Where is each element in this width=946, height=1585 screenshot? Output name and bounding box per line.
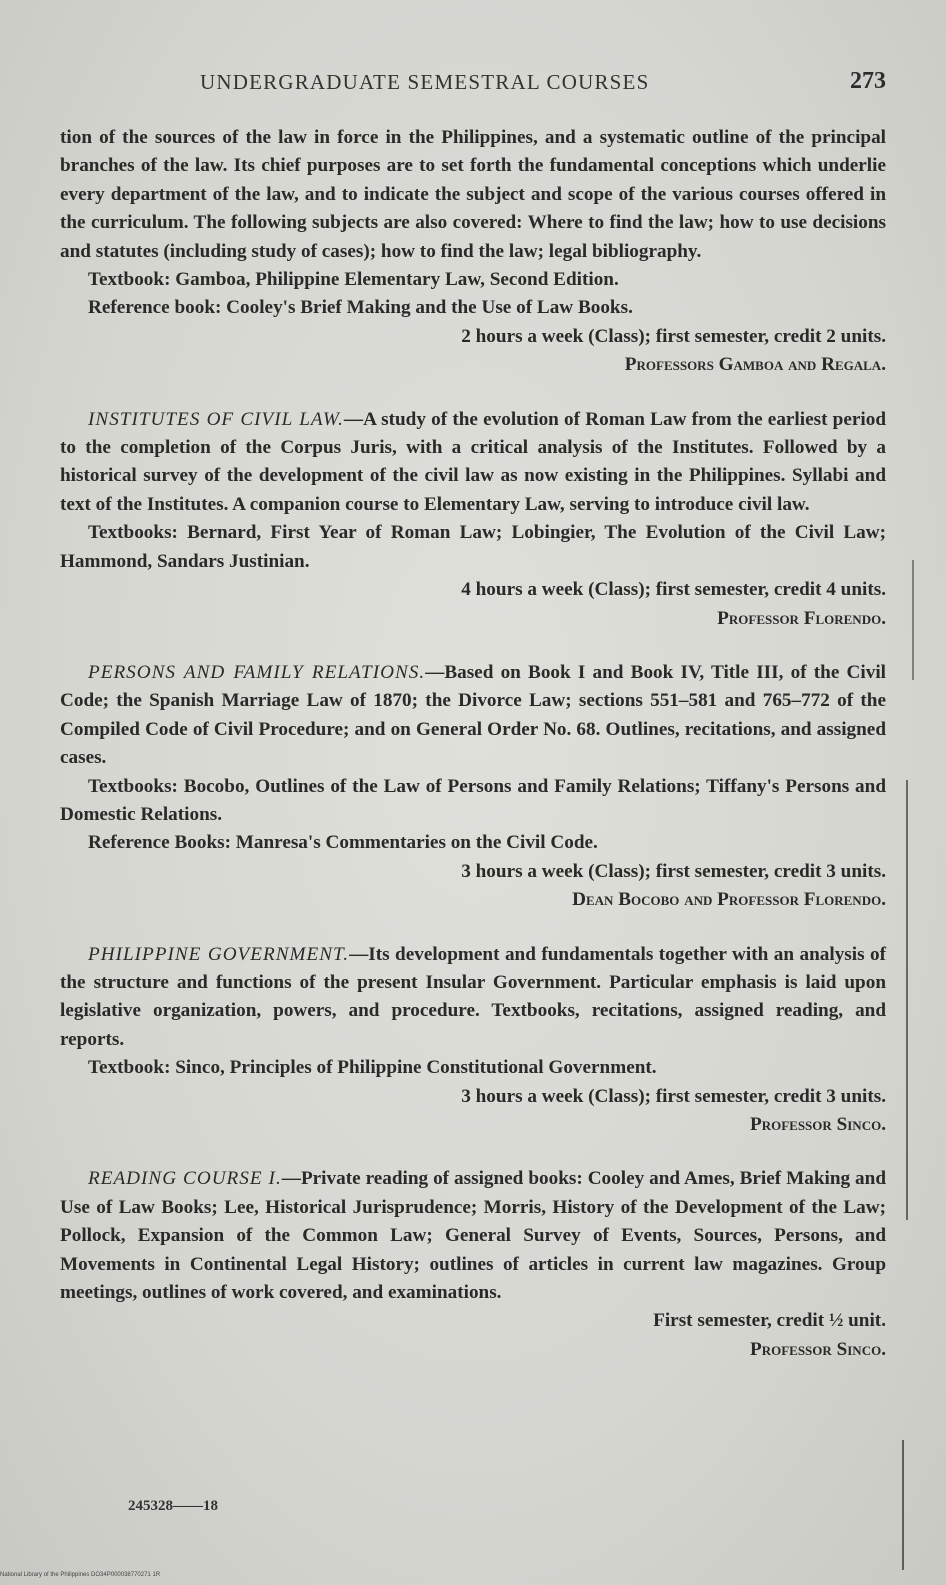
course-schedule: 4 hours a week (Class); first semester, credit 4 units. bbox=[461, 579, 886, 601]
running-title: UNDERGRADUATE SEMESTRAL COURSES bbox=[200, 70, 650, 94]
course-schedule: First semester, credit ½ unit. bbox=[653, 1310, 886, 1332]
course-philippine-government bbox=[60, 941, 886, 1140]
page-header bbox=[60, 70, 886, 104]
intro-textbook: Textbook: Gamboa, Philippine Elementary Law, Second Edition. bbox=[88, 269, 619, 291]
course-schedule: 3 hours a week (Class); first semester, credit 3 units. bbox=[461, 1085, 886, 1107]
course-title: READING COURSE I. bbox=[88, 1168, 282, 1190]
course-textbooks: Textbooks: Bocobo, Outlines of the Law of Persons and Family Relations; Tiffany's Persons and Domestic Relations. bbox=[60, 775, 886, 825]
intro-paragraph: tion of the sources of the law in force in the Philippines, and a systematic outline of the principal branches of the law. Its chief purposes are to set forth the fundamental conceptions which underlie every department of the law, and to indicate the subject and scope of the various courses offered in the curriculum. The following subjects are also covered: Where to find the law; how to use decisions and statutes (including study of cases); how to find the law; legal bibliography. bbox=[60, 127, 886, 262]
course-description: —A study of the evolution of Roman Law from the earliest period to the completion of the Corpus Juris, with a critical analysis of the Institutes. Followed by a historical survey of the development of the civil law as now existing in the Philippines. Syllabi and text of the Institutes. A companion course to Elementary Law, serving to introduce civil law. bbox=[60, 408, 886, 515]
course-instructors: Professor Florendo. bbox=[717, 607, 886, 629]
course-title: PERSONS AND FAMILY RELATIONS. bbox=[88, 661, 426, 683]
margin-mark bbox=[912, 560, 914, 680]
course-instructors: Professor Sinco. bbox=[749, 1338, 886, 1360]
page-number: 273 bbox=[850, 68, 886, 94]
intro-instructors: Professors Gamboa and Regala. bbox=[624, 354, 886, 376]
scan-credit: National Library of the Philippines DO34P000038770271 1R bbox=[0, 1572, 161, 1578]
margin-mark bbox=[906, 780, 908, 1220]
intro-schedule: 2 hours a week (Class); first semester, credit 2 units. bbox=[461, 325, 886, 347]
course-description: —Its development and fundamentals together with an analysis of the structure and functions of the present Insular Government. Particular emphasis is laid upon legislative organization, powers, and procedure. Textbooks, recitations, assigned reading, and reports. bbox=[60, 943, 886, 1050]
intro-reference: Reference book: Cooley's Brief Making and the Use of Law Books. bbox=[88, 297, 633, 319]
course-reference: Reference Books: Manresa's Commentaries on the Civil Code. bbox=[88, 832, 598, 854]
margin-mark bbox=[902, 1440, 904, 1570]
course-reading-course-i bbox=[60, 1165, 886, 1364]
course-title: INSTITUTES OF CIVIL LAW. bbox=[88, 408, 344, 430]
course-instructors: Professor Sinco. bbox=[749, 1114, 886, 1135]
page-body bbox=[60, 124, 886, 1364]
course-institutes-civil-law bbox=[60, 406, 886, 633]
course-textbook: Textbook: Sinco, Principles of Philippine Constitutional Government. bbox=[88, 1057, 657, 1079]
course-title: PHILIPPINE GOVERNMENT. bbox=[88, 943, 350, 965]
elementary-law-continuation bbox=[60, 124, 886, 380]
course-description: —Private reading of assigned books: Cooley and Ames, Brief Making and Use of Law Books; Lee, Historical Jurisprudence; Morris, History of the Development of the Law; Pollock, Expansion of the Common Law; General Survey of Events, Sources, Persons, and Movements in Continental Legal History; outlines of articles in current law magazines. Group meetings, outlines of work covered, and examinations. bbox=[60, 1168, 886, 1304]
course-schedule: 3 hours a week (Class); first semester, credit 3 units. bbox=[461, 860, 886, 882]
course-description: —Based on Book I and Book IV, Title III, of the Civil Code; the Spanish Marriage Law of 1870; the Divorce Law; sections 551–581 and 765–772 of the Compiled Code of Civil Procedure; and on General Order No. 68. Outlines, recitations, and assigned cases. bbox=[60, 661, 886, 769]
course-persons-family-relations bbox=[60, 659, 886, 915]
course-textbooks: Textbooks: Bernard, First Year of Roman Law; Lobingier, The Evolution of the Civil Law; Hammond, Sandars Justinian. bbox=[60, 522, 886, 572]
print-code: 245328——18 bbox=[128, 1498, 218, 1514]
course-instructors: Dean Bocobo and Professor Florendo. bbox=[572, 889, 886, 911]
